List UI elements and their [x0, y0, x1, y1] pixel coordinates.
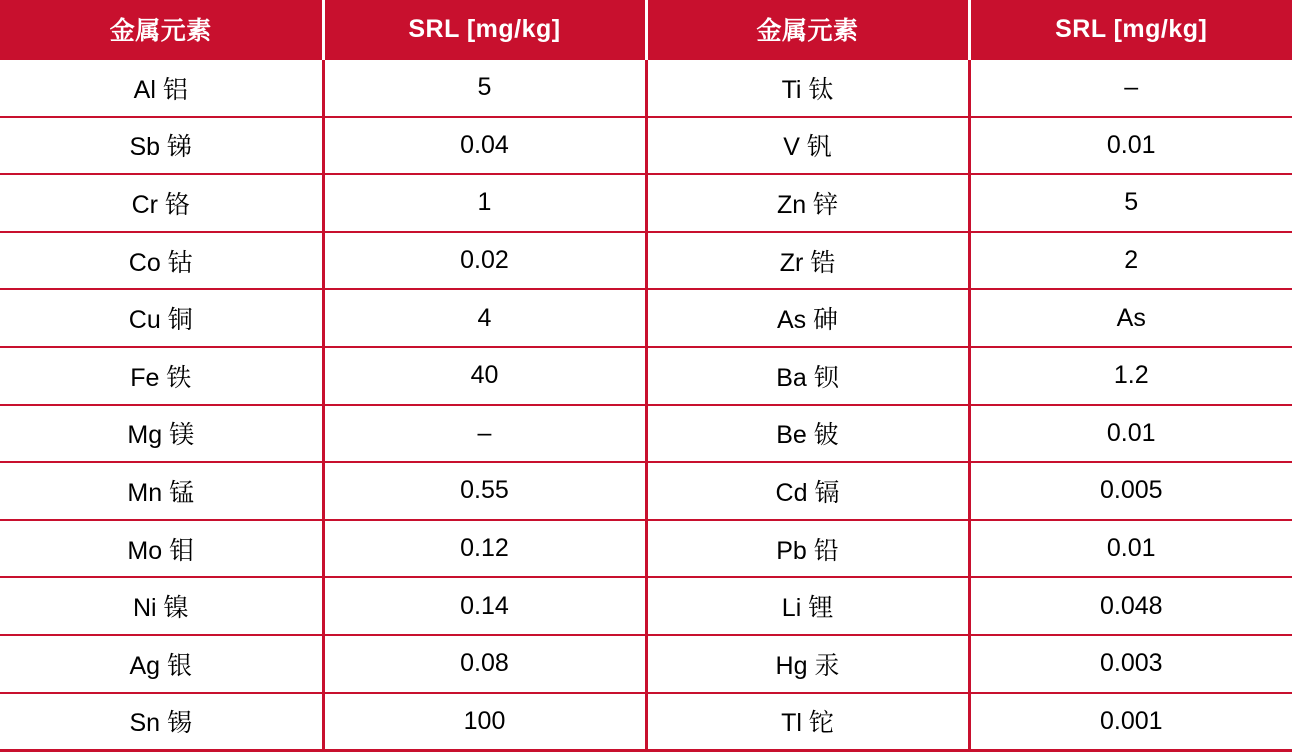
cell-srl-2: 0.01 [969, 520, 1292, 578]
cell-element-1: Cr 铬 [0, 174, 323, 232]
cell-srl-2: 1.2 [969, 347, 1292, 405]
cell-element-2: V 钒 [646, 117, 969, 175]
cell-srl-2: 0.005 [969, 462, 1292, 520]
table-row [0, 520, 1292, 578]
cell-srl-2: 0.001 [969, 693, 1292, 751]
table-row [0, 232, 1292, 290]
cell-element-1: Cu 铜 [0, 289, 323, 347]
cell-element-1: Ag 银 [0, 635, 323, 693]
cell-element-2: Tl 铊 [646, 693, 969, 751]
cell-element-2: Hg 汞 [646, 635, 969, 693]
cell-srl-2: 5 [969, 174, 1292, 232]
cell-element-1: Sn 锡 [0, 693, 323, 751]
cell-element-2: Ba 钡 [646, 347, 969, 405]
cell-element-1: Sb 锑 [0, 117, 323, 175]
cell-element-2: Pb 铅 [646, 520, 969, 578]
cell-element-1: Ni 镍 [0, 577, 323, 635]
table-row [0, 117, 1292, 175]
cell-element-2: Cd 镉 [646, 462, 969, 520]
cell-srl-2: 0.048 [969, 577, 1292, 635]
cell-element-2: Zr 锆 [646, 232, 969, 290]
cell-srl-1: 1 [323, 174, 646, 232]
cell-srl-1: 0.14 [323, 577, 646, 635]
table-row [0, 59, 1292, 117]
table-header [0, 0, 1292, 59]
cell-element-1: Al 铝 [0, 59, 323, 117]
cell-srl-1: 0.02 [323, 232, 646, 290]
cell-srl-2: 0.003 [969, 635, 1292, 693]
cell-srl-1: 0.08 [323, 635, 646, 693]
table-body [0, 59, 1292, 751]
cell-element-2: As 砷 [646, 289, 969, 347]
cell-srl-1: 5 [323, 59, 646, 117]
cell-srl-1: 100 [323, 693, 646, 751]
cell-srl-1: – [323, 405, 646, 463]
cell-element-1: Mn 锰 [0, 462, 323, 520]
table-row [0, 462, 1292, 520]
cell-srl-2: – [969, 59, 1292, 117]
table-row [0, 693, 1292, 751]
cell-srl-1: 4 [323, 289, 646, 347]
cell-srl-1: 0.12 [323, 520, 646, 578]
cell-element-1: Mg 镁 [0, 405, 323, 463]
table-row [0, 577, 1292, 635]
column-header-element-1: 金属元素 [0, 0, 323, 59]
cell-element-2: Zn 锌 [646, 174, 969, 232]
cell-srl-1: 40 [323, 347, 646, 405]
table-row [0, 347, 1292, 405]
column-header-srl-2: SRL [mg/kg] [969, 0, 1292, 59]
cell-srl-2: 2 [969, 232, 1292, 290]
cell-srl-2: As [969, 289, 1292, 347]
cell-srl-1: 0.04 [323, 117, 646, 175]
cell-element-2: Li 锂 [646, 577, 969, 635]
table-row [0, 174, 1292, 232]
column-header-srl-1: SRL [mg/kg] [323, 0, 646, 59]
table-row [0, 289, 1292, 347]
cell-element-1: Mo 钼 [0, 520, 323, 578]
header-row [0, 0, 1292, 59]
cell-srl-2: 0.01 [969, 405, 1292, 463]
column-header-element-2: 金属元素 [646, 0, 969, 59]
table-row [0, 635, 1292, 693]
cell-element-1: Fe 铁 [0, 347, 323, 405]
table-row [0, 405, 1292, 463]
cell-srl-2: 0.01 [969, 117, 1292, 175]
cell-element-1: Co 钴 [0, 232, 323, 290]
cell-element-2: Ti 钛 [646, 59, 969, 117]
cell-element-2: Be 铍 [646, 405, 969, 463]
cell-srl-1: 0.55 [323, 462, 646, 520]
